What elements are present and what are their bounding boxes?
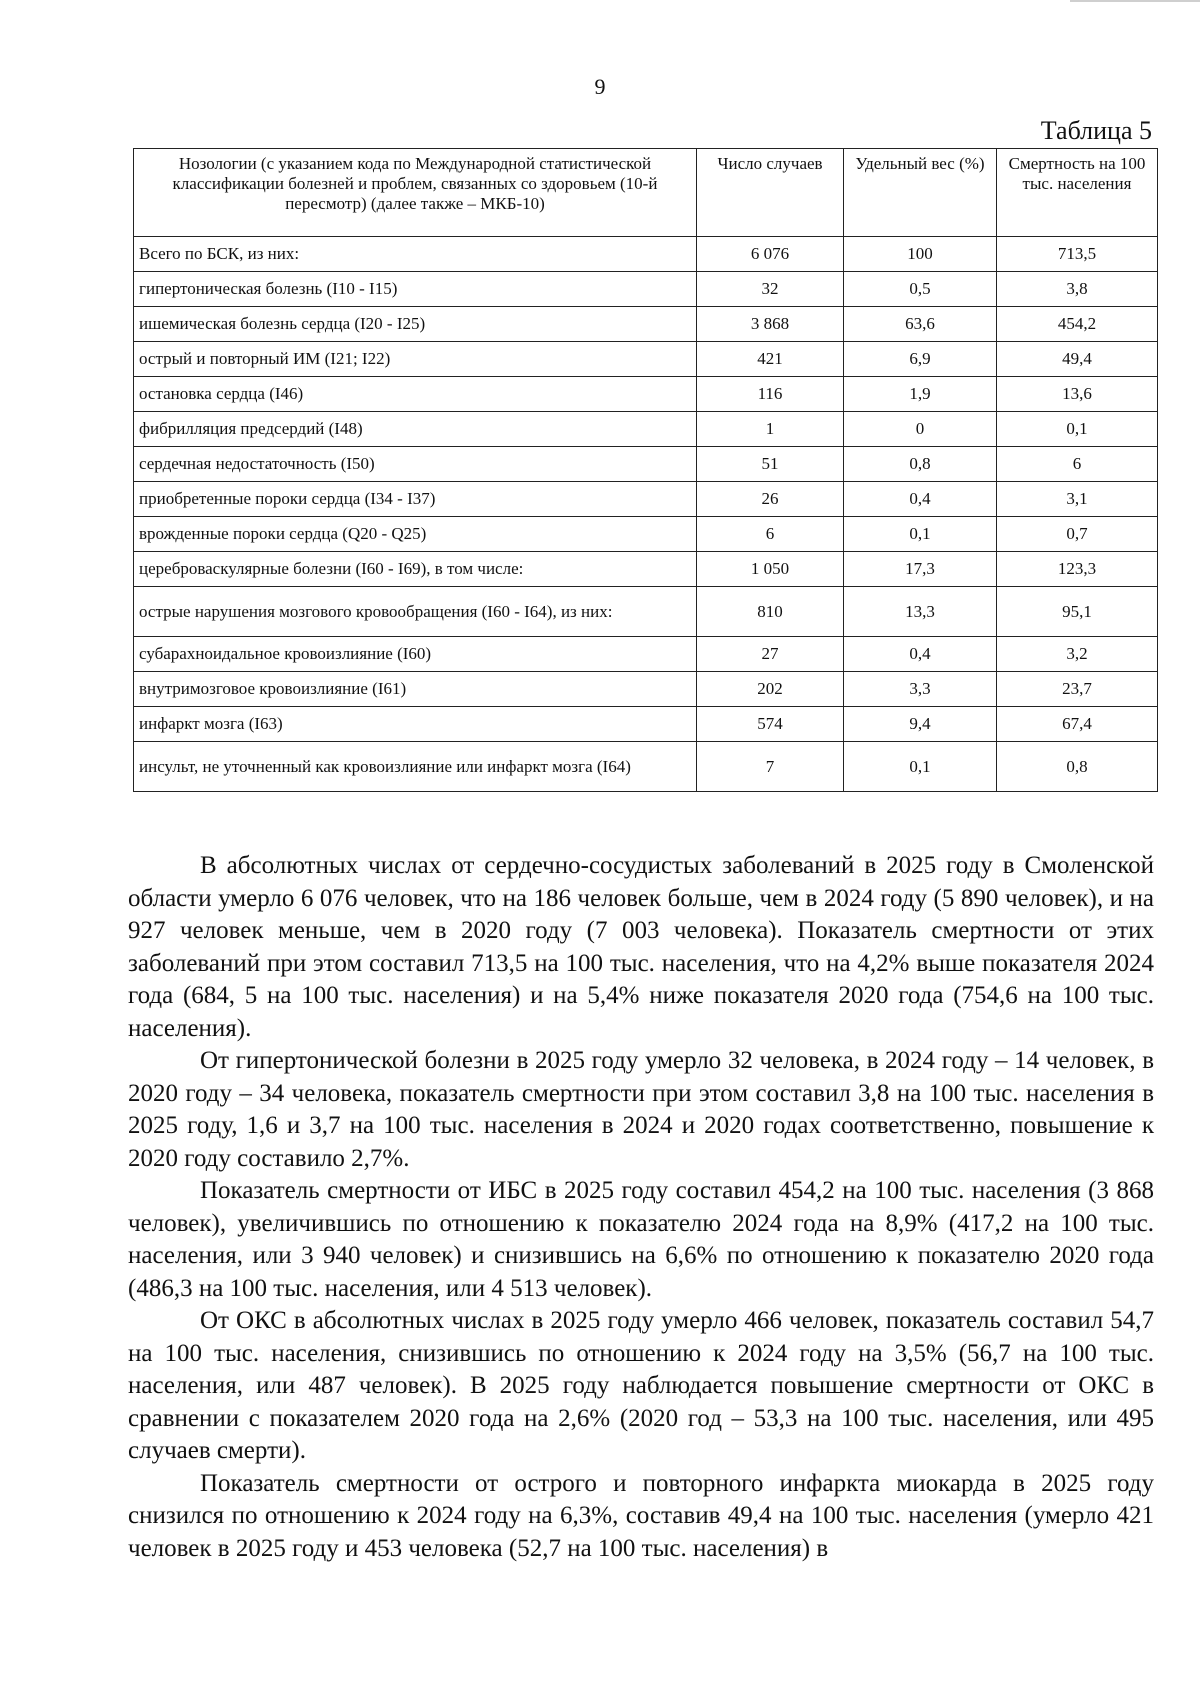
cell-mortality: 0,8 [997, 742, 1158, 792]
body-text [128, 850, 1154, 1565]
cell-nosology: фибрилляция предсердий (I48) [134, 412, 697, 447]
table-row [134, 742, 1158, 792]
cell-share: 63,6 [844, 307, 997, 342]
cell-share: 0,1 [844, 517, 997, 552]
cell-cases: 51 [697, 447, 844, 482]
cell-cases: 810 [697, 587, 844, 637]
cell-nosology: приобретенные пороки сердца (I34 - I37) [134, 482, 697, 517]
cell-share: 3,3 [844, 672, 997, 707]
table-row [134, 552, 1158, 587]
cell-share: 9,4 [844, 707, 997, 742]
cell-cases: 3 868 [697, 307, 844, 342]
header-mortality: Смертность на 100 тыс. населения [997, 149, 1158, 237]
table-row [134, 672, 1158, 707]
cell-share: 100 [844, 237, 997, 272]
cell-mortality: 3,8 [997, 272, 1158, 307]
cell-nosology: гипертоническая болезнь (I10 - I15) [134, 272, 697, 307]
cell-share: 17,3 [844, 552, 997, 587]
paragraph: Показатель смертности от острого и повторного инфаркта миокарда в 2025 году снизился по отношению к 2024 году на 6,3%, составив 49,4 на 100 тыс. населения (умерло 421 человек в 2025 году и 453 человека (52,7 на 100 тыс. населения) в [128, 1469, 1154, 1562]
cell-mortality: 713,5 [997, 237, 1158, 272]
header-cases: Число случаев [697, 149, 844, 237]
cell-mortality: 13,6 [997, 377, 1158, 412]
cell-share: 0,8 [844, 447, 997, 482]
cell-share: 0 [844, 412, 997, 447]
cell-mortality: 0,7 [997, 517, 1158, 552]
cell-nosology: сердечная недостаточность (I50) [134, 447, 697, 482]
cell-cases: 7 [697, 742, 844, 792]
table-row [134, 637, 1158, 672]
cell-mortality: 3,2 [997, 637, 1158, 672]
cell-share: 0,4 [844, 637, 997, 672]
cell-nosology: острый и повторный ИМ (I21; I22) [134, 342, 697, 377]
cell-cases: 32 [697, 272, 844, 307]
table-row [134, 587, 1158, 637]
cell-mortality: 6 [997, 447, 1158, 482]
cell-nosology: ишемическая болезнь сердца (I20 - I25) [134, 307, 697, 342]
table-row [134, 342, 1158, 377]
cell-nosology: внутримозговое кровоизлияние (I61) [134, 672, 697, 707]
cell-cases: 6 [697, 517, 844, 552]
cell-share: 13,3 [844, 587, 997, 637]
paragraph: От ОКС в абсолютных числах в 2025 году умерло 466 человек, показатель составил 54,7 на 100 тыс. населения, снизившись по отношению к 2024 году на 3,5% (56,7 на 100 тыс. населения, или 487 человек). В 2025 году наблюдается повышение смертности от ОКС в сравнении с показателем 2020 года на 2,6% (2020 год – 53,3 на 100 тыс. населения, или 495 случаев смерти). [128, 1307, 1154, 1464]
cell-share: 0,5 [844, 272, 997, 307]
table-row [134, 272, 1158, 307]
table-row [134, 447, 1158, 482]
table-row [134, 307, 1158, 342]
cell-cases: 421 [697, 342, 844, 377]
cell-share: 0,1 [844, 742, 997, 792]
cell-mortality: 49,4 [997, 342, 1158, 377]
cell-mortality: 95,1 [997, 587, 1158, 637]
paragraph: В абсолютных числах от сердечно-сосудистых заболеваний в 2025 году в Смоленской области умерло 6 076 человек, что на 186 человек больше, чем в 2024 году (5 890 человек), и на 927 человек меньше, чем в 2020 году (7 003 человека). Показатель смертности от этих заболеваний при этом составил 713,5 на 100 тыс. населения, что на 4,2% выше показателя 2024 года (684, 5 на 100 тыс. населения) и на 5,4% ниже показателя 2020 года (754,6 на 100 тыс. населения). [128, 852, 1154, 1042]
paragraph: Показатель смертности от ИБС в 2025 году составил 454,2 на 100 тыс. населения (3 868 человек), увеличившись по отношению к показателю 2024 года на 8,9% (417,2 на 100 тыс. населения, или 3 940 человек) и снизившись на 6,6% по отношению к показателю 2020 года (486,3 на 100 тыс. населения, или 4 513 человек). [128, 1177, 1154, 1302]
cell-cases: 1 [697, 412, 844, 447]
cell-nosology: Всего по БСК, из них: [134, 237, 697, 272]
top-edge-line [1070, 0, 1200, 2]
cell-cases: 6 076 [697, 237, 844, 272]
cell-mortality: 67,4 [997, 707, 1158, 742]
table-row [134, 412, 1158, 447]
cell-cases: 574 [697, 707, 844, 742]
cell-mortality: 23,7 [997, 672, 1158, 707]
header-share: Удельный вес (%) [844, 149, 997, 237]
table-body [134, 237, 1158, 792]
page-number: 9 [594, 74, 606, 99]
cell-nosology: острые нарушения мозгового кровообращения (I60 - I64), из них: [134, 587, 697, 637]
cell-cases: 27 [697, 637, 844, 672]
cell-mortality: 0,1 [997, 412, 1158, 447]
cell-nosology: инсульт, не уточненный как кровоизлияние или инфаркт мозга (I64) [134, 742, 697, 792]
cell-nosology: субарахноидальное кровоизлияние (I60) [134, 637, 697, 672]
cell-cases: 116 [697, 377, 844, 412]
cell-mortality: 123,3 [997, 552, 1158, 587]
cell-nosology: инфаркт мозга (I63) [134, 707, 697, 742]
cell-cases: 202 [697, 672, 844, 707]
table-caption: Таблица 5 [1040, 116, 1152, 145]
table-row [134, 377, 1158, 412]
cell-nosology: остановка сердца (I46) [134, 377, 697, 412]
paragraph: От гипертонической болезни в 2025 году умерло 32 человека, в 2024 году – 14 человек, в 2020 году – 34 человека, показатель смертности при этом составил 3,8 на 100 тыс. населения в 2025 году, 1,6 и 3,7 на 100 тыс. населения в 2024 и 2020 годах соответственно, повышение к 2020 году составило 2,7%. [128, 1047, 1154, 1172]
table-row [134, 707, 1158, 742]
cell-nosology: цереброваскулярные болезни (I60 - I69), в том числе: [134, 552, 697, 587]
cell-share: 0,4 [844, 482, 997, 517]
mortality-table [133, 148, 1158, 792]
table-header-row [134, 149, 1158, 237]
table-row [134, 482, 1158, 517]
cell-share: 1,9 [844, 377, 997, 412]
cell-share: 6,9 [844, 342, 997, 377]
header-nosology: Нозологии (с указанием кода по Международной статистической классификации болезней и проблем, связанных со здоровьем (10-й пересмотр) (далее также – МКБ-10) [134, 149, 697, 237]
cell-nosology: врожденные пороки сердца (Q20 - Q25) [134, 517, 697, 552]
cell-cases: 26 [697, 482, 844, 517]
cell-mortality: 454,2 [997, 307, 1158, 342]
table-row [134, 237, 1158, 272]
table-row [134, 517, 1158, 552]
cell-mortality: 3,1 [997, 482, 1158, 517]
cell-cases: 1 050 [697, 552, 844, 587]
